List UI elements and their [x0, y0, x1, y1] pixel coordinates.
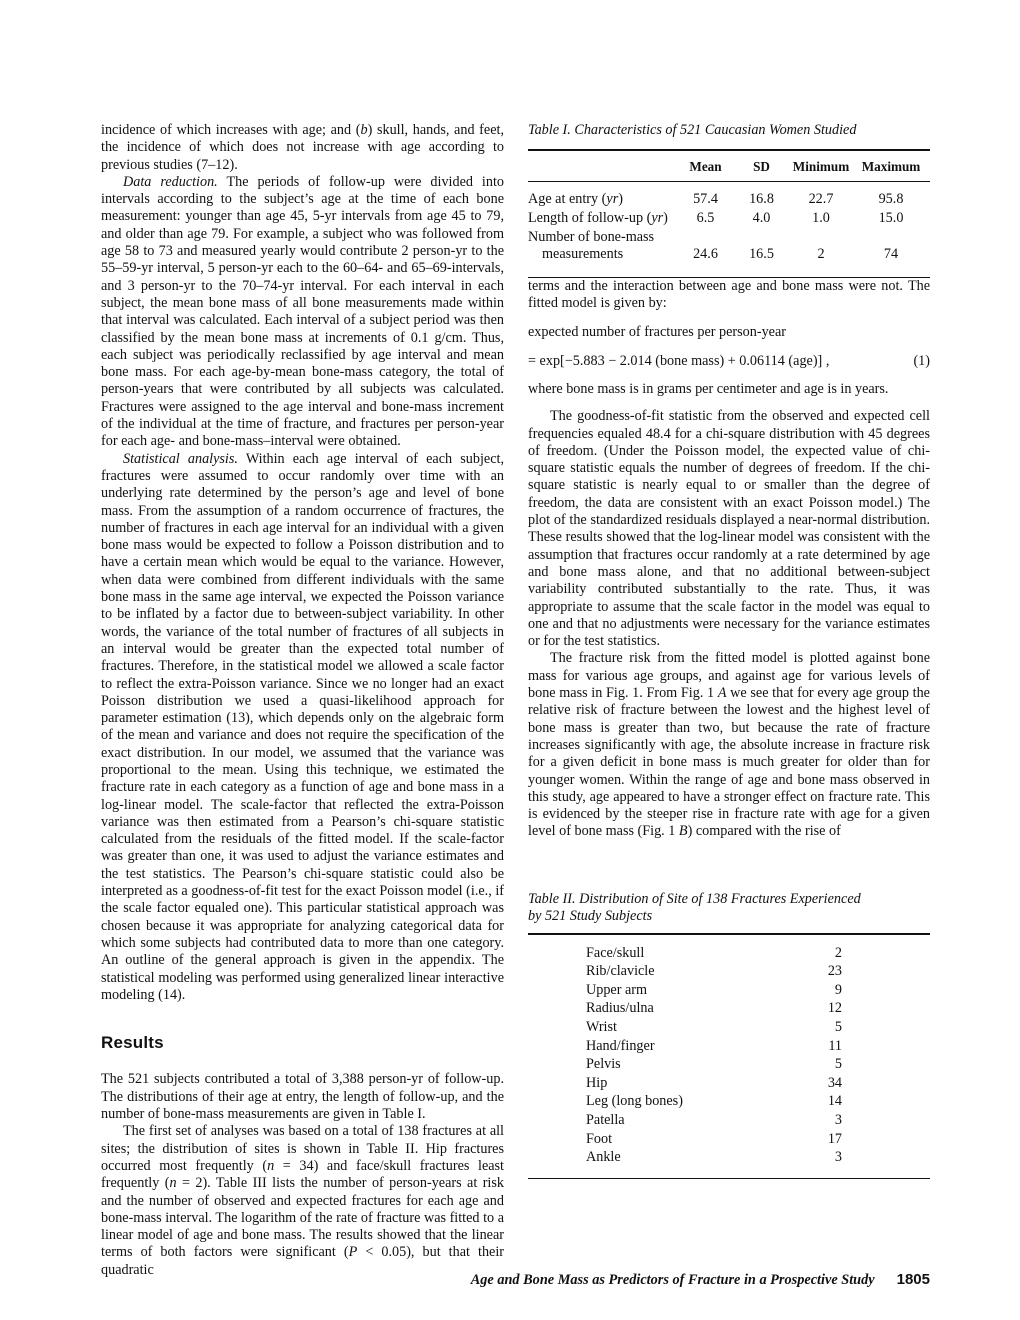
running-title: Age and Bone Mass as Predictors of Fracture in a Prospective Study — [470, 1272, 875, 1288]
table1-cell: 2 — [817, 246, 825, 263]
fracture-site: Wrist — [586, 1019, 617, 1036]
table1-cell: 16.8 — [749, 190, 774, 207]
paragraph-continuation: incidence of which increases with age; and (b) skull, hands, and feet, the incidence of which does not increase with age according to previous studies (7–12). — [101, 122, 504, 173]
table1-cell: 95.8 — [878, 190, 904, 207]
fracture-site: Ankle — [586, 1149, 621, 1166]
fracture-count: 11 — [828, 1037, 842, 1054]
table2 — [528, 891, 930, 1179]
table1-cell: 74 — [883, 246, 899, 263]
table1-header-sd: SD — [733, 150, 790, 181]
equation-number: (1) — [913, 352, 930, 369]
table1-row-label: Length of follow-up (yr) — [528, 209, 668, 226]
fracture-site: Pelvis — [586, 1056, 621, 1073]
fracture-site: Hand/finger — [586, 1037, 655, 1054]
run-in-heading-statistical-analysis: Statistical analysis. — [123, 450, 238, 467]
page-footer — [471, 1271, 930, 1289]
paragraph-data-reduction — [101, 174, 504, 451]
table-row — [528, 1055, 930, 1074]
table1-header-row — [528, 150, 930, 181]
fracture-count: 3 — [834, 1112, 842, 1129]
table1 — [528, 149, 930, 277]
table1-row — [528, 181, 930, 209]
table1-cell: 16.5 — [749, 246, 774, 263]
table-row — [528, 944, 930, 963]
table1-cell: 15.0 — [878, 209, 904, 226]
fracture-count: 3 — [834, 1149, 842, 1166]
equation-line-2 — [528, 353, 930, 370]
fracture-site: Radius/ulna — [586, 1000, 654, 1017]
paragraph-data-reduction-text: The periods of follow-up were divided into intervals according to the subject’s age at the time of each bone measurement: younger than age 45, 5-yr intervals from age 45 to 79, and older than age 79. For example, a subject who was followed from age 58 to 73 and measured yearly would contribute 2 person-yr to the 55–59-yr interval, 5 person-yr each to the 60–64- and 65–69-intervals, and 3 person-yr to the 70–74-yr interval. For each interval in each subject, the mean bone mass of all bone measurements made within that interval was calculated. Each interval of a subject period was then classified by the mean bone mass at increments of 0.1 g/cm. Thus, each subject was periodically reclassified by age interval and mean bone mass. For each age-by-mean bone-mass category, the total of person-years that were contributed by all subjects was calculated. Fractures were assigned to the age interval and bone-mass increment of the individual at the time of fracture, and fractures per person-year for each age- and bone-mass–interval were obtained. — [101, 173, 504, 450]
table-row — [528, 1018, 930, 1037]
fracture-count: 5 — [834, 1019, 842, 1036]
table2-caption-line1: Table II. Distribution of Site of 138 Fractures Experienced — [528, 890, 861, 907]
fracture-site: Leg (long bones) — [586, 1093, 683, 1110]
paragraph-statistical-analysis-text: Within each age interval of each subject, fractures were assumed to occur randomly over time with an underlying rate determined by the person’s age and level of bone mass. From the assumption of a random occurrence of fractures, the number of fractures in each age interval for an individual with a given bone mass would be expected to follow a Poisson distribution and to have a certain mean which would be equal to the variance. However, when data were combined from different individuals with the same bone mass in the same age interval, we expected the Poisson variance to be inflated by a factor due to between-subject variability. In other words, the variance of the total number of fractures of all subjects in an interval would be greater than the expected total number of fractures. Therefore, in the statistical model we allowed a scale factor to reflect the extra-Poisson variance. Since we no longer had an exact Poisson distribution we used a quasi-likelihood approach for parameter estimation (13), which depends only on the algebraic form of the mean and variance and does not require the specification of the exact distribution. In our model, we assumed that the variance was proportional to the mean. Using this technique, we estimated the fracture rate in each category as a function of age and bone mass in a log-linear model. The scale-factor that reflected the extra-Poisson variance was then estimated from a Pearson’s chi-square statistic calculated from the residuals of the fitted model. If the scale-factor was greater than one, it was used to adjust the variance estimates and the test statistics. The Pearson’s chi-square statistic could also be interpreted as a goodness-of-fit test for the exact Poisson model (i.e., if the scale factor equaled one). This particular statistical approach was chosen because it was appropriate for analyzing categorical data for which some subjects had contributed data to more than one category. An outline of the general approach is given in the appendix. The statistical modeling was performed using generalized linear interactive modeling (14). — [101, 450, 504, 1003]
table-row — [528, 1074, 930, 1093]
table1-row-label: Age at entry (yr) — [528, 190, 623, 207]
table1-cell: 24.6 — [693, 246, 718, 263]
paragraph-results-1: The 521 subjects contributed a total of 3,388 person-yr of follow-up. The distributions of their age at entry, the length of follow-up, and the number of bone-mass measurements are given in Table I. — [101, 1071, 504, 1123]
table2-caption — [528, 891, 930, 926]
table1-header-empty — [528, 150, 678, 181]
fracture-count: 2 — [834, 944, 842, 961]
fracture-site: Patella — [586, 1112, 625, 1129]
table-row — [528, 999, 930, 1018]
fracture-site: Rib/clavicle — [586, 963, 655, 980]
table-row — [528, 962, 930, 981]
run-in-heading-data-reduction: Data reduction. — [123, 173, 218, 190]
fracture-count: 12 — [827, 1000, 842, 1017]
table1-header-maximum: Maximum — [852, 150, 930, 181]
table-row — [528, 1111, 930, 1130]
fracture-site: Hip — [586, 1074, 608, 1091]
table1-row — [528, 228, 930, 277]
table1-cell: 4.0 — [752, 209, 771, 226]
table1-cell: 57.4 — [693, 190, 718, 207]
table2-caption-line2: by 521 Study Subjects — [528, 908, 653, 925]
equation-line-1: expected number of fractures per person-year — [528, 324, 787, 341]
table-row — [528, 981, 930, 1000]
table1-cell: 1.0 — [812, 209, 830, 226]
table-row — [528, 1037, 930, 1056]
table1-cell: 22.7 — [808, 190, 834, 207]
fracture-count: 34 — [827, 1074, 842, 1091]
left-column — [101, 122, 504, 1279]
table-row — [528, 1092, 930, 1111]
table1-cell: 6.5 — [696, 209, 715, 226]
fracture-count: 5 — [834, 1056, 842, 1073]
table1-row-label-line1: Number of bone-mass — [528, 229, 655, 246]
table1-row-label — [528, 228, 678, 277]
table2-body — [528, 933, 930, 1179]
fracture-site: Face/skull — [586, 944, 645, 961]
page-number: 1805 — [896, 1271, 930, 1288]
paragraph-results-2: The first set of analyses was based on a total of 138 fractures at all sites; the distribution of sites is shown in Table II. Hip fractures occurred most frequently (n = 34) and face/skull fractures least frequently (n = 2). Table III lists the number of person-years at risk and the number of observed and expected fractures for each age and bone-mass interval. The logarithm of the rate of fracture was fitted to a linear model of age and bone mass. The results showed that the linear terms of both factors were significant (P < 0.05), but that their quadratic — [101, 1123, 504, 1278]
results-heading: Results — [101, 1033, 164, 1053]
right-column — [528, 122, 930, 1179]
paragraph-fracture-risk: The fracture risk from the fitted model is plotted against bone mass for various age groups, and against age for various levels of bone mass in Fig. 1. From Fig. 1 A we see that for every age group the relative risk of fracture between the lowest and the highest level of bone mass is greater than two, but because the rate of fracture increases significantly with age, the absolute increase in fracture risk for a given deficit in bone mass is much greater for older than for younger women. Within the range of age and bone mass observed in this study, age appeared to have a stronger effect on fracture rate. This is evidenced by the steeper rise in fracture rate with age for a given level of bone mass (Fig. 1 B) compared with the rise of — [528, 650, 930, 840]
fracture-count: 9 — [834, 981, 842, 998]
fracture-site: Upper arm — [586, 981, 648, 998]
fracture-site: Foot — [586, 1130, 613, 1147]
table1-header-mean: Mean — [678, 150, 733, 181]
table1-row — [528, 209, 930, 228]
paragraph-statistical-analysis — [101, 451, 504, 1005]
table1-header-minimum: Minimum — [790, 150, 852, 181]
equation-expression: = exp[−5.883 − 2.014 (bone mass) + 0.06114 (age)] , — [528, 352, 830, 369]
table-row — [528, 1130, 930, 1149]
fracture-count: 14 — [827, 1093, 842, 1110]
paragraph-goodness-of-fit: The goodness-of-fit statistic from the observed and expected cell frequencies equaled 48.4 for a chi-square distribution with 45 degrees of freedom. (Under the Poisson model, the expected value of chi-square statistic equals the number of degrees of freedom. If the chi-square statistic is nearly equal to or smaller than the degree of freedom, the data are consistent with an exact Poisson model.) The plot of the standardized residuals displayed a near-normal distribution. These results showed that the log-linear model was consistent with the assumption that fractures occur randomly at a rate determined by age and bone mass alone, and that no additional between-subject variability contributed substantially to the rate. Thus, it was appropriate to assume that the scale factor in the model was equal to one and that no adjustments were necessary for the variance estimates or for the test statistics. — [528, 408, 930, 650]
table1-caption: Table I. Characteristics of 521 Caucasian Women Studied — [528, 122, 857, 138]
equation-where-clause: where bone mass is in grams per centimeter and age is in years. — [528, 380, 889, 397]
paragraph-model-intro: terms and the interaction between age and bone mass were not. The fitted model is given by: — [528, 277, 930, 312]
fracture-count: 17 — [827, 1130, 842, 1147]
table-row — [528, 1148, 930, 1167]
fracture-count: 23 — [827, 963, 842, 980]
table1-row-label-line2: measurements — [542, 246, 624, 263]
